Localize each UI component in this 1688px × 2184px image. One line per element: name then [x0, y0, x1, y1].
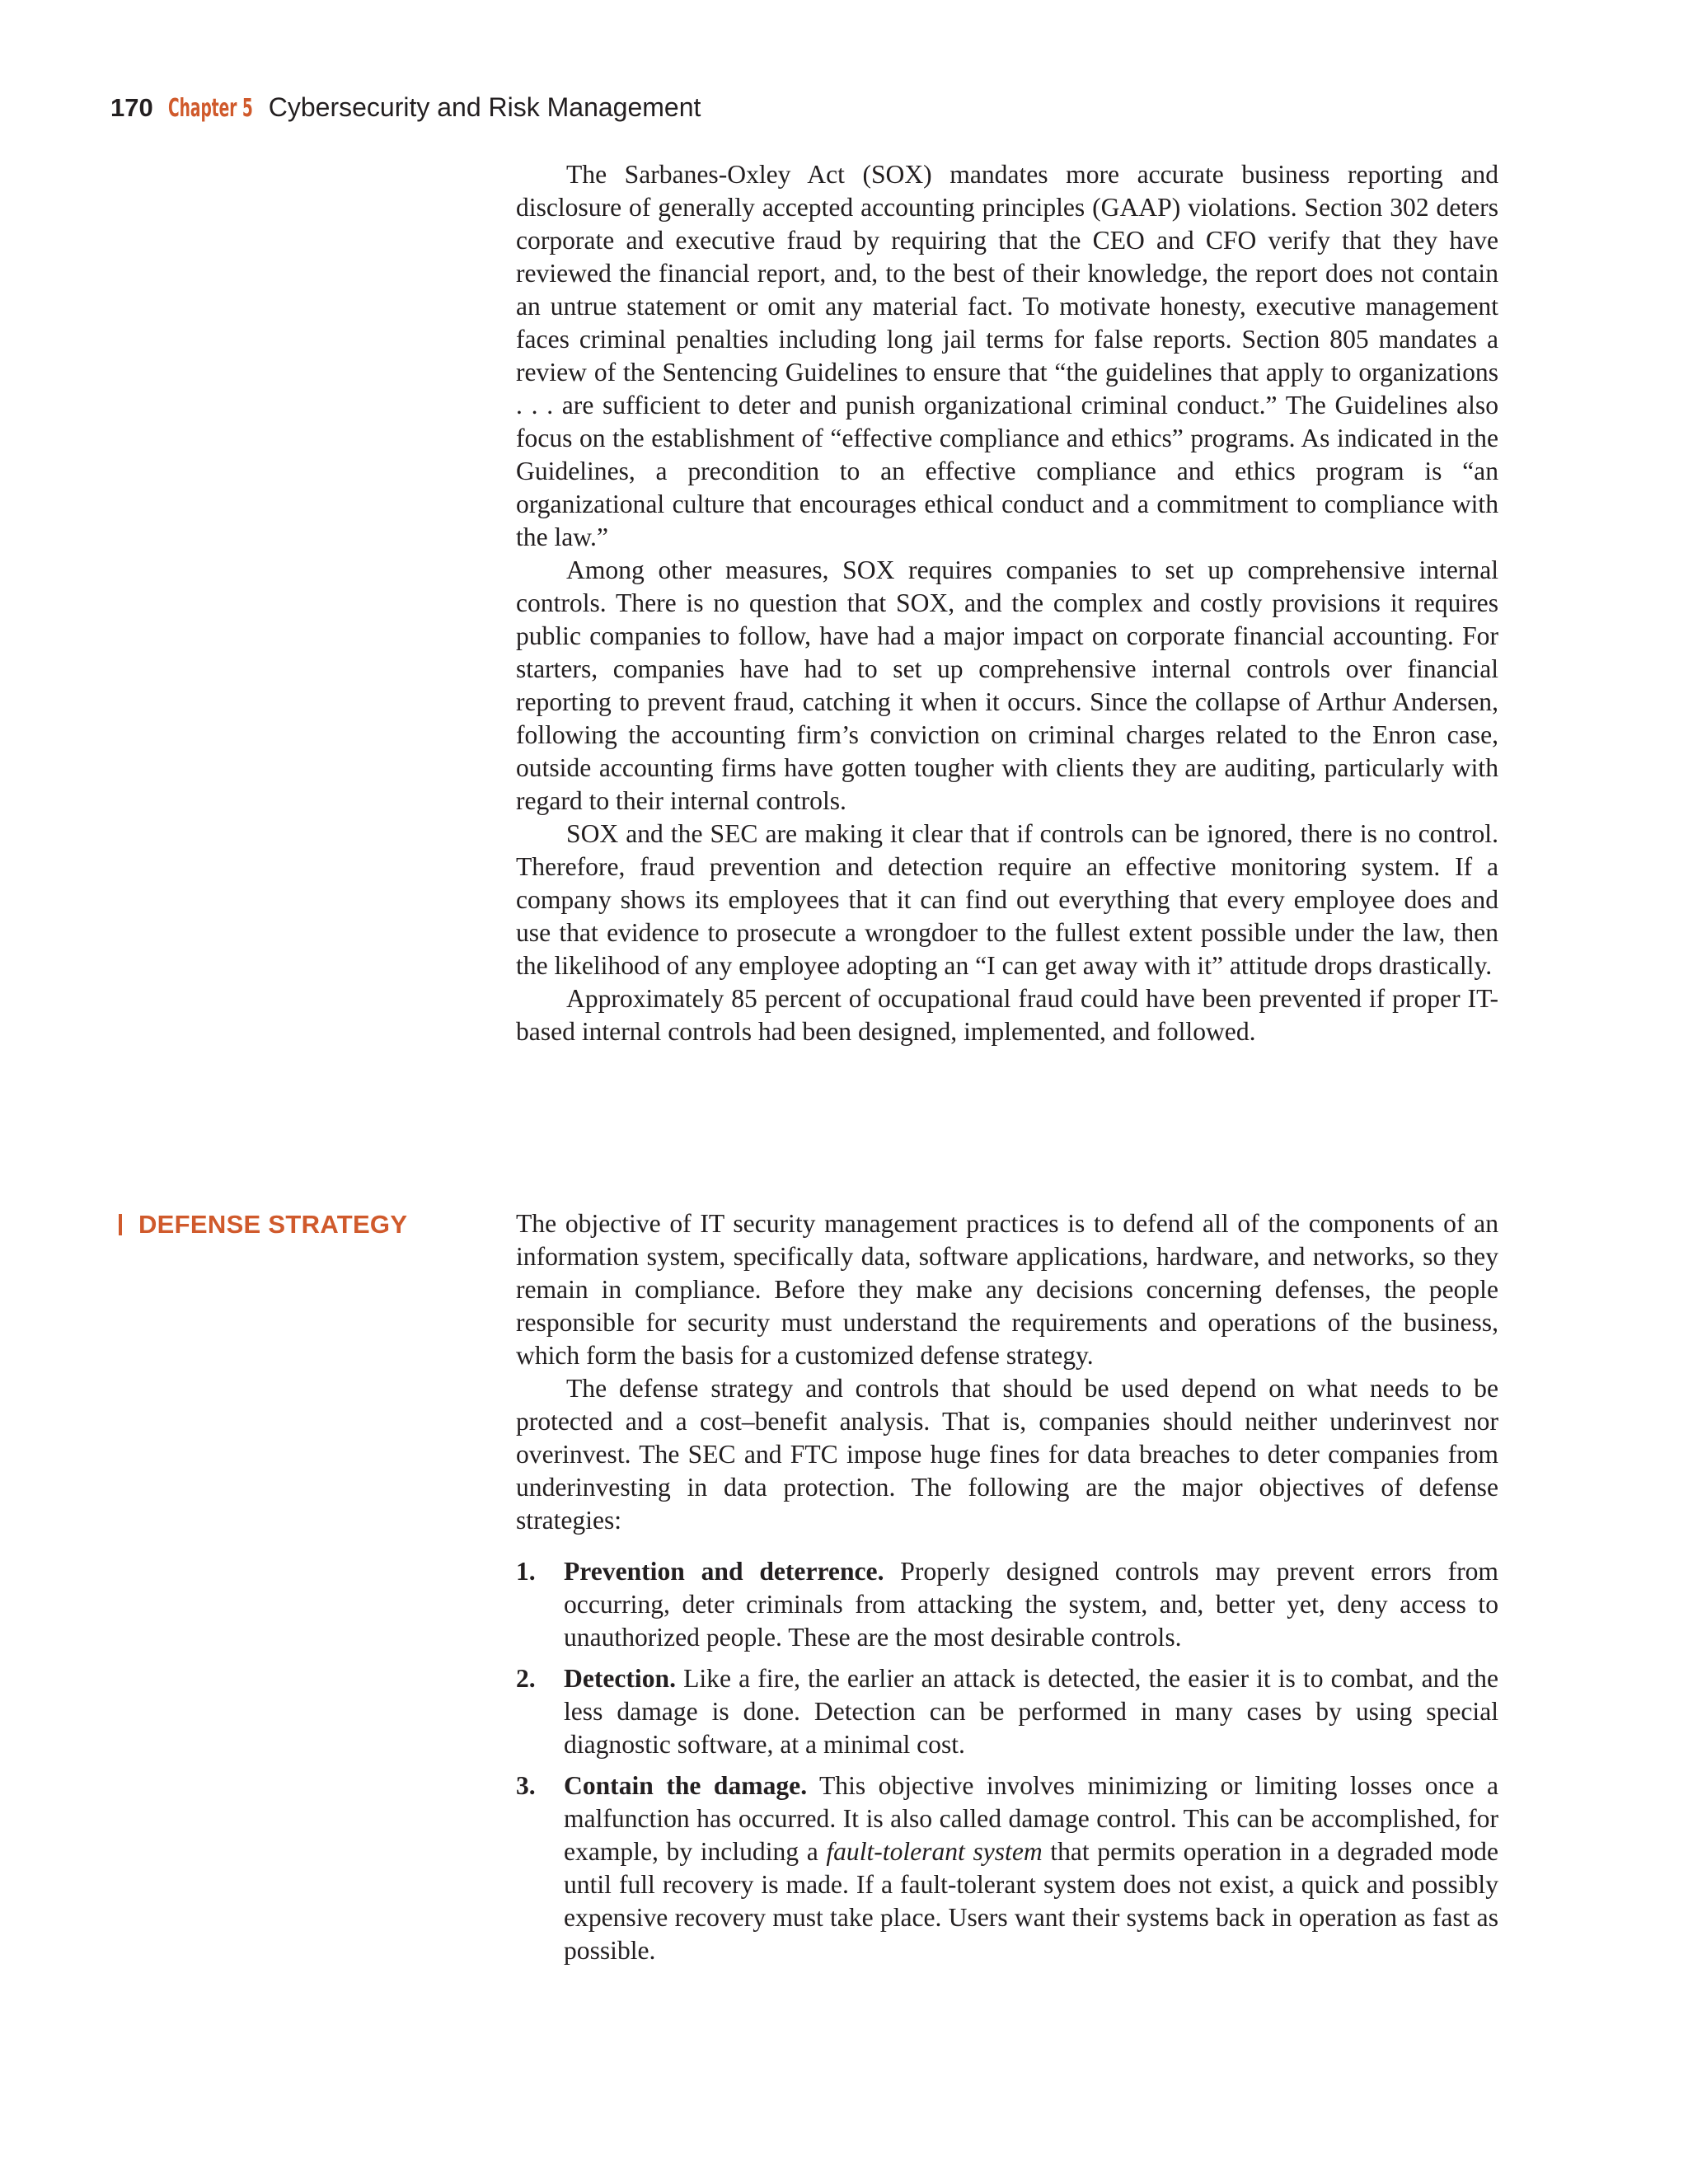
page-number: 170 [110, 93, 153, 122]
paragraph-sox: The Sarbanes-Oxley Act (SOX) mandates more accurate business reporting and disclosure of generally accepted accounting principles (GAAP) violations. Section 302 deters corporate and executive fraud by requiring that the CEO and CFO verify that they have reviewed the financial report, and, to the best of their knowledge, the report does not contain an untrue statement or omit any material fact. To motivate honesty, executive management faces criminal penalties including long jail terms for false reports. Section 805 mandates a review of the Sentencing Guidelines to ensure that “the guidelines that apply to organizations . . . are sufficient to deter and punish organizational criminal conduct.” The Guidelines also focus on the establishment of “effective compliance and ethics” programs. As indicated in the Guidelines, a precondition to an effective compliance and ethics program is “an organizational culture that encourages ethical conduct and a commitment to compliance with the law.” [516, 160, 1498, 551]
defense-strategy-section [516, 1207, 1498, 1975]
paragraph-defense-intro: The objective of IT security management practices is to defend all of the components of an information system, specifically data, software applications, hardware, and networks, so they remain in compliance. Before they make any decisions concerning defenses, the people responsible for security must understand the requirements and operations of the business, which form the basis for a customized defense strategy. [516, 1209, 1498, 1370]
section-heading [119, 1210, 407, 1240]
section-title: DEFENSE STRATEGY [138, 1210, 408, 1239]
main-text-block [516, 158, 1498, 1048]
item-text: that permits operation in a degraded mode until full recovery is made. If a fault-tolerant system does not exist, a quick and possibly expensive recovery must take place. Users want their systems back in operation as fast as possible. [564, 1837, 1499, 1965]
list-item [516, 1555, 1498, 1654]
item-number: 3. [516, 1771, 536, 1800]
item-number: 2. [516, 1664, 536, 1693]
section-marker [119, 1214, 122, 1235]
running-head [110, 92, 701, 135]
paragraph-defense-cost-benefit: The defense strategy and controls that should be used depend on what needs to be protected and a cost–benefit analysis. That is, companies should neither underinvest nor overinvest. The SEC and FTC impose huge fines for data breaches to deter companies from underinvesting in data protection. The following are the major objectives of defense strategies: [516, 1374, 1498, 1535]
chapter-label: Chapter 5 [167, 94, 253, 123]
objectives-list [516, 1555, 1498, 1967]
paragraph-internal-controls: Among other measures, SOX requires companies to set up comprehensive internal controls. There is no question that SOX, and the complex and costly provisions it requires public companies to follow, have had a major impact on corporate financial accounting. For starters, companies have had to set up comprehensive internal controls over financial reporting to prevent fraud, catching it when it occurs. Since the collapse of Arthur Andersen, following the accounting firm’s conviction on criminal charges related to the Enron case, outside accounting firms have gotten tougher with clients they are auditing, particularly with regard to their internal controls. [516, 555, 1498, 815]
item-text: Properly designed controls may prevent errors from occurring, deter criminals from attacking the system, and, better yet, deny access to unauthorized people. These are the most desirable controls. [564, 1557, 1498, 1652]
item-heading: Contain the damage. [564, 1771, 808, 1800]
list-item [516, 1662, 1498, 1761]
item-heading: Prevention and deterrence. [564, 1557, 884, 1586]
paragraph-occupational-fraud: Approximately 85 percent of occupational fraud could have been prevented if proper IT-based internal controls had been designed, implemented, and followed. [516, 984, 1498, 1046]
running-title: Cybersecurity and Risk Management [268, 92, 701, 122]
item-heading: Detection. [564, 1664, 676, 1693]
item-text: This objective involves minimizing or limiting losses once a malfunction has occurred. It is also called damage control. This can be accomplished, for example, by including a [564, 1771, 1498, 1866]
list-item [516, 1769, 1498, 1967]
item-text: Like a fire, the earlier an attack is detected, the easier it is to combat, and the less damage is done. Detection can be performed in many cases by using special diagnostic software, at a minimal cost. [564, 1664, 1498, 1759]
paragraph-monitoring: SOX and the SEC are making it clear that if controls can be ignored, there is no control. Therefore, fraud prevention and detection require an effective monitoring system. If a company shows its employees that it can find out everything that every employee does and use that evidence to prosecute a wrongdoer to the fullest extent possible under the law, then the likelihood of any employee adopting an “I can get away with it” attitude drops drastically. [516, 819, 1498, 980]
item-term: fault-tolerant system [826, 1837, 1043, 1866]
item-number: 1. [516, 1557, 536, 1586]
